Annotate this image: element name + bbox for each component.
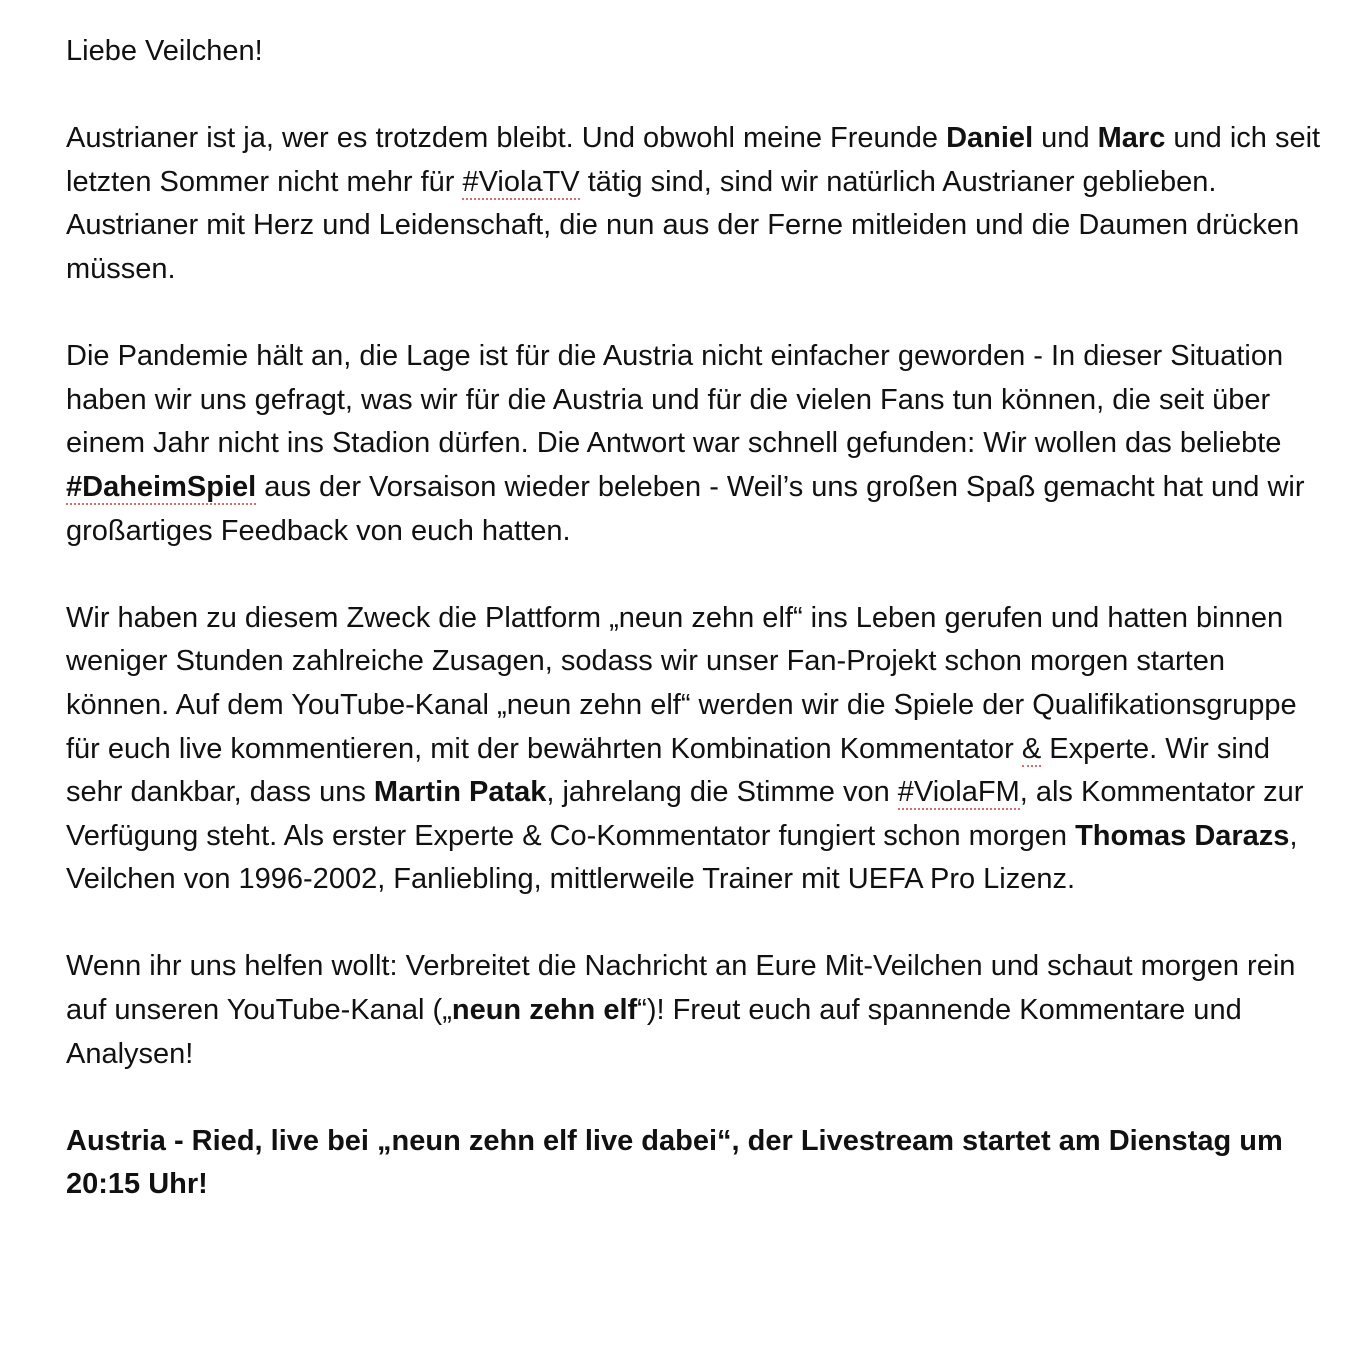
paragraph-3-text-2: Experte. Wir sind sehr dankbar, dass uns [66,732,1271,809]
paragraph-4 [66,945,1328,1076]
greeting: Liebe Veilchen! [66,35,263,67]
name-daniel: Daniel [946,122,1034,155]
paragraph-3-text-4: , als Kommentator zur Verfügung steht. Als erster Experte & Co-Kommentator fungiert schon morgen [66,776,1304,852]
paragraph-3-text-5: , Veilchen von 1996-2002, Fanliebling, mittlerweile Trainer mit UEFA Pro Lizenz. [66,819,1298,896]
paragraph-2 [66,335,1328,553]
hashtag-violatv: #ViolaTV [462,165,580,198]
paragraph-3 [66,597,1328,902]
paragraph-3-text-3: , jahrelang die Stimme von [546,776,898,809]
paragraph-1-text-3: und ich seit letzten Sommer nicht mehr für [66,122,1321,198]
name-martin-patak: Martin Patak [373,776,547,809]
channel-name: neun zehn elf [451,994,638,1027]
ampersand: & [1021,732,1042,765]
closing-announcement: Austria - Ried, live bei „neun zehn elf live dabei“, der Livestream startet am Dienstag um 20:15 Uhr! [66,1124,1283,1201]
paragraph-3-text-1: Wir haben zu diesem Zweck die Plattform „neun zehn elf“ ins Leben gerufen und hatten binnen weniger Stunden zahlreiche Zusagen, sodass wir unser Fan-Projekt schon morgen starten können. Auf dem YouTube-Kanal „neun zehn elf“ werden wir die Spiele der Qualifikationsgruppe für euch live kommentieren, mit der bewährten Kombination Kommentator [66,601,1297,765]
paragraph-1-text-1: Austrianer ist ja, wer es trotzdem bleibt. Und obwohl meine Freunde [66,122,947,155]
hashtag-violafm: #ViolaFM [897,776,1020,809]
paragraph-1-text-4: tätig sind, sind wir natürlich Austrianer geblieben. Austrianer mit Herz und Leidenschaft, die nun aus der Ferne mitleiden und die Daumen drücken müssen. [66,165,1300,285]
name-thomas-darazs: Thomas Darazs [1075,819,1290,852]
paragraph-2-text-1: Die Pandemie hält an, die Lage ist für die Austria nicht einfacher geworden - In dieser Situation haben wir uns gefragt, was wir für die Austria und für die vielen Fans tun können, die seit über einem Jahr nicht ins Stadion dürfen. Die Antwort war schnell gefunden: Wir wollen das beliebte [66,340,1284,460]
paragraph-4-text-2: “)! Freut euch auf spannende Kommentare und Analysen! [66,994,1242,1070]
paragraph-2-text-2: aus der Vorsaison wieder beleben - Weil’s uns großen Spaß gemacht hat und wir großartiges Feedback von euch hatten. [66,470,1305,547]
name-marc: Marc [1097,122,1166,155]
paragraph-1 [66,117,1328,291]
paragraph-1-text-2: und [1033,122,1098,155]
letter-document [66,30,1328,1251]
hashtag-daheimspiel: #DaheimSpiel [66,470,257,503]
paragraph-4-text-1: Wenn ihr uns helfen wollt: Verbreitet die Nachricht an Eure Mit-Veilchen und schaut morgen rein auf unseren YouTube-Kanal („ [66,950,1296,1027]
